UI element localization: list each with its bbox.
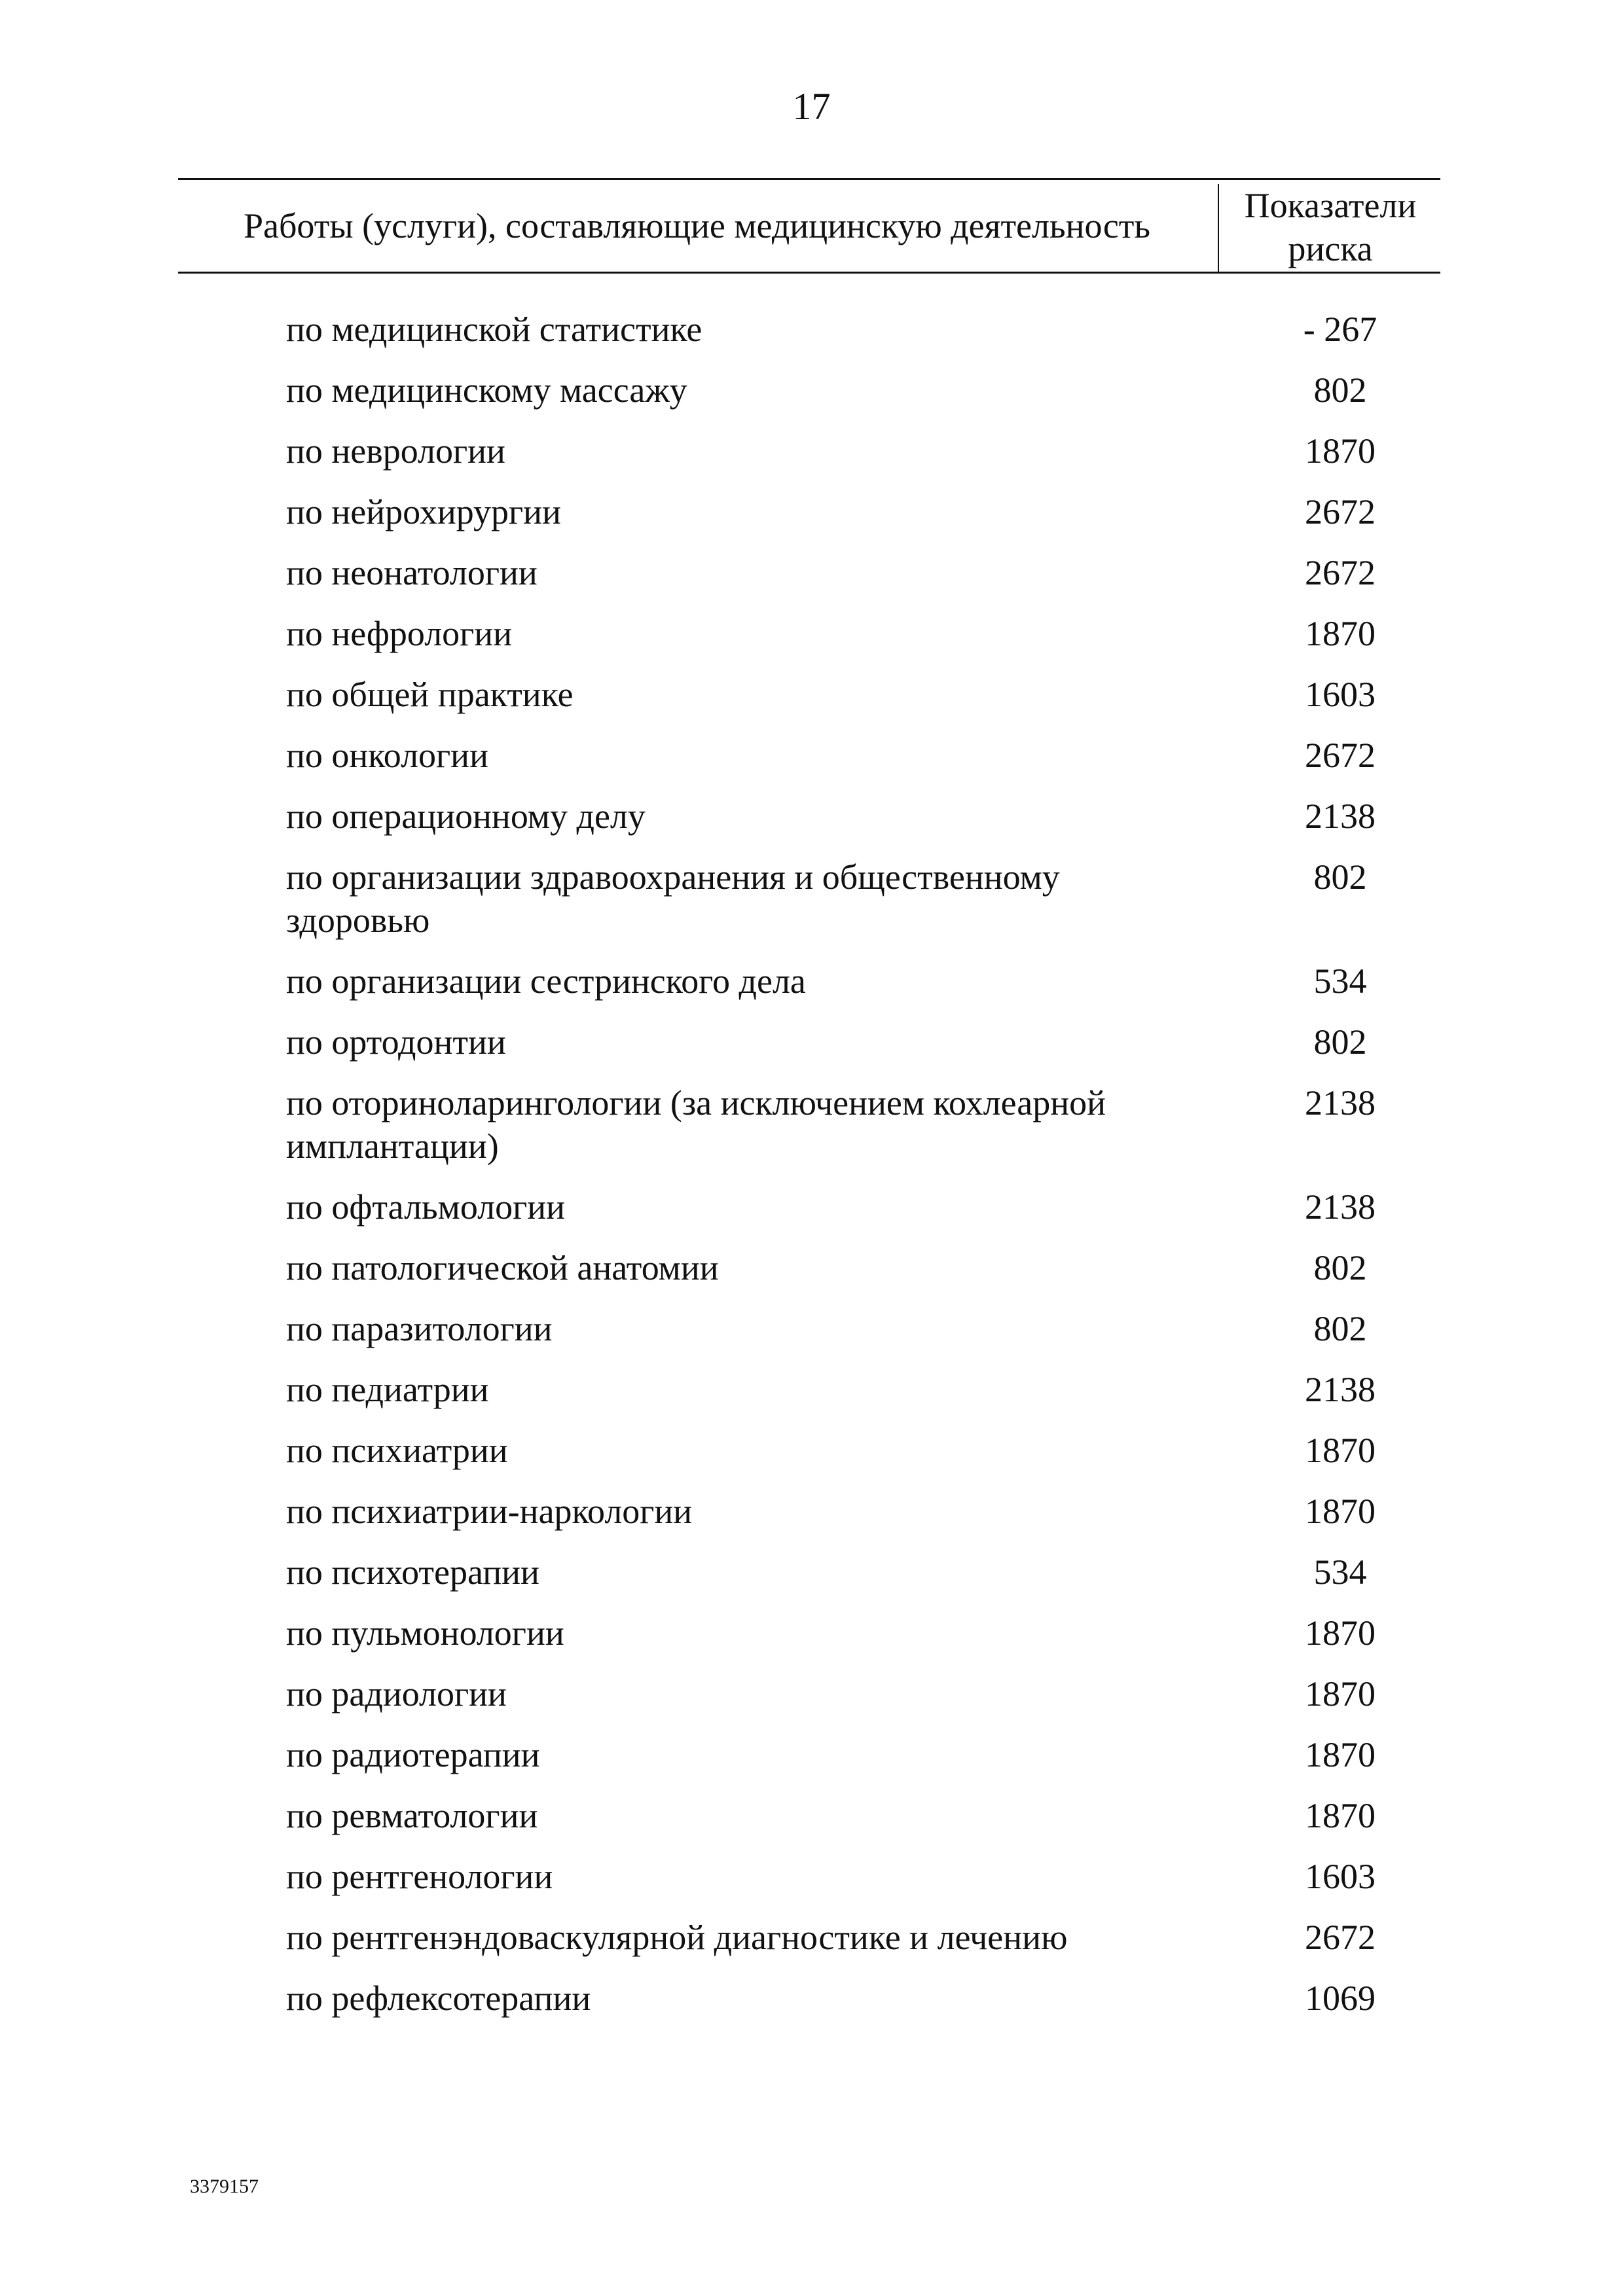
work-label-line: по ортодонтии bbox=[286, 1022, 506, 1062]
table-row bbox=[286, 1081, 1412, 1168]
header-works-column: Работы (услуги), составляющие медицинскую деятельность bbox=[243, 206, 1151, 245]
work-label-line: по организации здравоохранения и общественному bbox=[286, 857, 1060, 897]
work-label-line: по офтальмологии bbox=[286, 1187, 566, 1227]
work-label bbox=[286, 1246, 1268, 1289]
work-label bbox=[286, 1368, 1268, 1411]
work-label bbox=[286, 308, 1268, 351]
work-label bbox=[286, 551, 1268, 594]
risk-value: 1069 bbox=[1305, 1979, 1376, 2018]
risk-value: 2672 bbox=[1305, 1918, 1376, 1957]
work-label bbox=[286, 612, 1268, 655]
table-row bbox=[286, 1368, 1412, 1411]
document-code: 3379157 bbox=[190, 2176, 259, 2197]
work-label-line: по нейрохирургии bbox=[286, 492, 561, 531]
table-row bbox=[286, 1672, 1412, 1715]
risk-value: 1870 bbox=[1305, 1735, 1376, 1774]
work-label-line: по патологической анатомии bbox=[286, 1248, 719, 1287]
work-label bbox=[286, 1672, 1268, 1715]
work-label-line: по пульмонологии bbox=[286, 1613, 564, 1653]
work-label-line: по психиатрии bbox=[286, 1431, 508, 1470]
risk-value: 2138 bbox=[1305, 1083, 1376, 1122]
table-row bbox=[286, 1490, 1412, 1533]
work-label bbox=[286, 1916, 1268, 1959]
risk-value: 1870 bbox=[1305, 431, 1376, 471]
table-row bbox=[286, 308, 1412, 351]
table-row bbox=[286, 1794, 1412, 1837]
risk-value: 2138 bbox=[1305, 797, 1376, 836]
work-label-line: по рентгенологии bbox=[286, 1857, 553, 1896]
risk-value: 802 bbox=[1313, 857, 1367, 897]
header-risk-column bbox=[1220, 180, 1440, 272]
work-label bbox=[286, 1020, 1268, 1064]
risk-value: 802 bbox=[1313, 370, 1367, 410]
table-row bbox=[286, 1733, 1412, 1776]
work-label-line: по радиотерапии bbox=[286, 1735, 540, 1774]
page-number: 17 bbox=[792, 85, 831, 128]
risk-value: 534 bbox=[1313, 961, 1367, 1001]
work-label-line: по рентгенэндоваскулярной диагностике и лечению bbox=[286, 1918, 1068, 1957]
work-label bbox=[286, 734, 1268, 777]
table-row bbox=[286, 734, 1412, 777]
table-row bbox=[286, 490, 1412, 533]
work-label-line: по неонатологии bbox=[286, 553, 538, 592]
work-label-line: по общей практике bbox=[286, 675, 574, 714]
work-label bbox=[286, 1307, 1268, 1350]
work-label-line: по операционному делу bbox=[286, 797, 646, 836]
work-label-line: по психотерапии bbox=[286, 1552, 539, 1592]
work-label bbox=[286, 1611, 1268, 1655]
table-row bbox=[286, 1246, 1412, 1289]
work-label-line: по ревматологии bbox=[286, 1796, 538, 1835]
risk-value: 802 bbox=[1313, 1248, 1367, 1287]
risk-value: 2138 bbox=[1305, 1187, 1376, 1227]
work-label-line: по рефлексотерапии bbox=[286, 1979, 591, 2018]
table-row bbox=[286, 1020, 1412, 1064]
risk-value: - 267 bbox=[1303, 310, 1377, 349]
work-label bbox=[286, 1977, 1268, 2020]
table-row bbox=[286, 551, 1412, 594]
work-label bbox=[286, 1081, 1268, 1168]
work-label bbox=[286, 429, 1268, 473]
work-label-line: по медицинскому массажу bbox=[286, 370, 687, 410]
header-risk-line2: риска bbox=[1288, 229, 1373, 268]
work-label bbox=[286, 1551, 1268, 1594]
work-label bbox=[286, 368, 1268, 412]
table-row bbox=[286, 855, 1412, 942]
work-label-line: здоровью bbox=[286, 901, 430, 940]
work-label-line: по онкологии bbox=[286, 736, 488, 775]
table-row bbox=[286, 795, 1412, 838]
work-label-line: имплантации) bbox=[286, 1126, 499, 1166]
risk-value: 1870 bbox=[1305, 1492, 1376, 1531]
risk-value: 1603 bbox=[1305, 675, 1376, 714]
risk-value: 534 bbox=[1313, 1552, 1367, 1592]
table-row bbox=[286, 1916, 1412, 1959]
work-label bbox=[286, 1490, 1268, 1533]
risk-value: 802 bbox=[1313, 1022, 1367, 1062]
work-label-line: по педиатрии bbox=[286, 1370, 489, 1409]
work-label bbox=[286, 1733, 1268, 1776]
work-label bbox=[286, 795, 1268, 838]
work-label-line: по психиатрии-наркологии bbox=[286, 1492, 693, 1531]
risk-value: 1870 bbox=[1305, 614, 1376, 653]
risk-value: 1870 bbox=[1305, 1431, 1376, 1470]
work-label-line: по медицинской статистике bbox=[286, 310, 702, 349]
risk-value: 1870 bbox=[1305, 1796, 1376, 1835]
risk-value: 802 bbox=[1313, 1309, 1367, 1348]
work-label bbox=[286, 490, 1268, 533]
table-row bbox=[286, 1611, 1412, 1655]
table-row bbox=[286, 1977, 1412, 2020]
table-row bbox=[286, 429, 1412, 473]
table-row bbox=[286, 1855, 1412, 1898]
header-column-divider bbox=[1218, 184, 1219, 272]
work-label-line: по паразитологии bbox=[286, 1309, 553, 1348]
risk-value: 2672 bbox=[1305, 492, 1376, 531]
risk-value: 1603 bbox=[1305, 1857, 1376, 1896]
work-label bbox=[286, 1794, 1268, 1837]
risk-value: 1870 bbox=[1305, 1613, 1376, 1653]
work-label-line: по нефрологии bbox=[286, 614, 513, 653]
work-label-line: по организации сестринского дела bbox=[286, 961, 806, 1001]
work-label-line: по неврологии bbox=[286, 431, 505, 471]
risk-value: 1870 bbox=[1305, 1674, 1376, 1713]
table-row bbox=[286, 673, 1412, 716]
table-row bbox=[286, 1551, 1412, 1594]
work-label-line: по оториноларингологии (за исключением кохлеарной bbox=[286, 1083, 1106, 1122]
table-row bbox=[286, 1429, 1412, 1472]
table-row bbox=[286, 368, 1412, 412]
work-label bbox=[286, 673, 1268, 716]
work-label bbox=[286, 1429, 1268, 1472]
table-header bbox=[178, 178, 1440, 274]
risk-value: 2672 bbox=[1305, 553, 1376, 592]
work-label bbox=[286, 855, 1268, 942]
risk-value: 2672 bbox=[1305, 736, 1376, 775]
table-row bbox=[286, 960, 1412, 1003]
work-label bbox=[286, 1855, 1268, 1898]
table-row bbox=[286, 1307, 1412, 1350]
header-risk-line1: Показатели bbox=[1244, 186, 1417, 225]
work-label bbox=[286, 1185, 1268, 1229]
table-body bbox=[286, 308, 1412, 2037]
table-row bbox=[286, 1185, 1412, 1229]
work-label-line: по радиологии bbox=[286, 1674, 507, 1713]
table-row bbox=[286, 612, 1412, 655]
work-label bbox=[286, 960, 1268, 1003]
risk-value: 2138 bbox=[1305, 1370, 1376, 1409]
